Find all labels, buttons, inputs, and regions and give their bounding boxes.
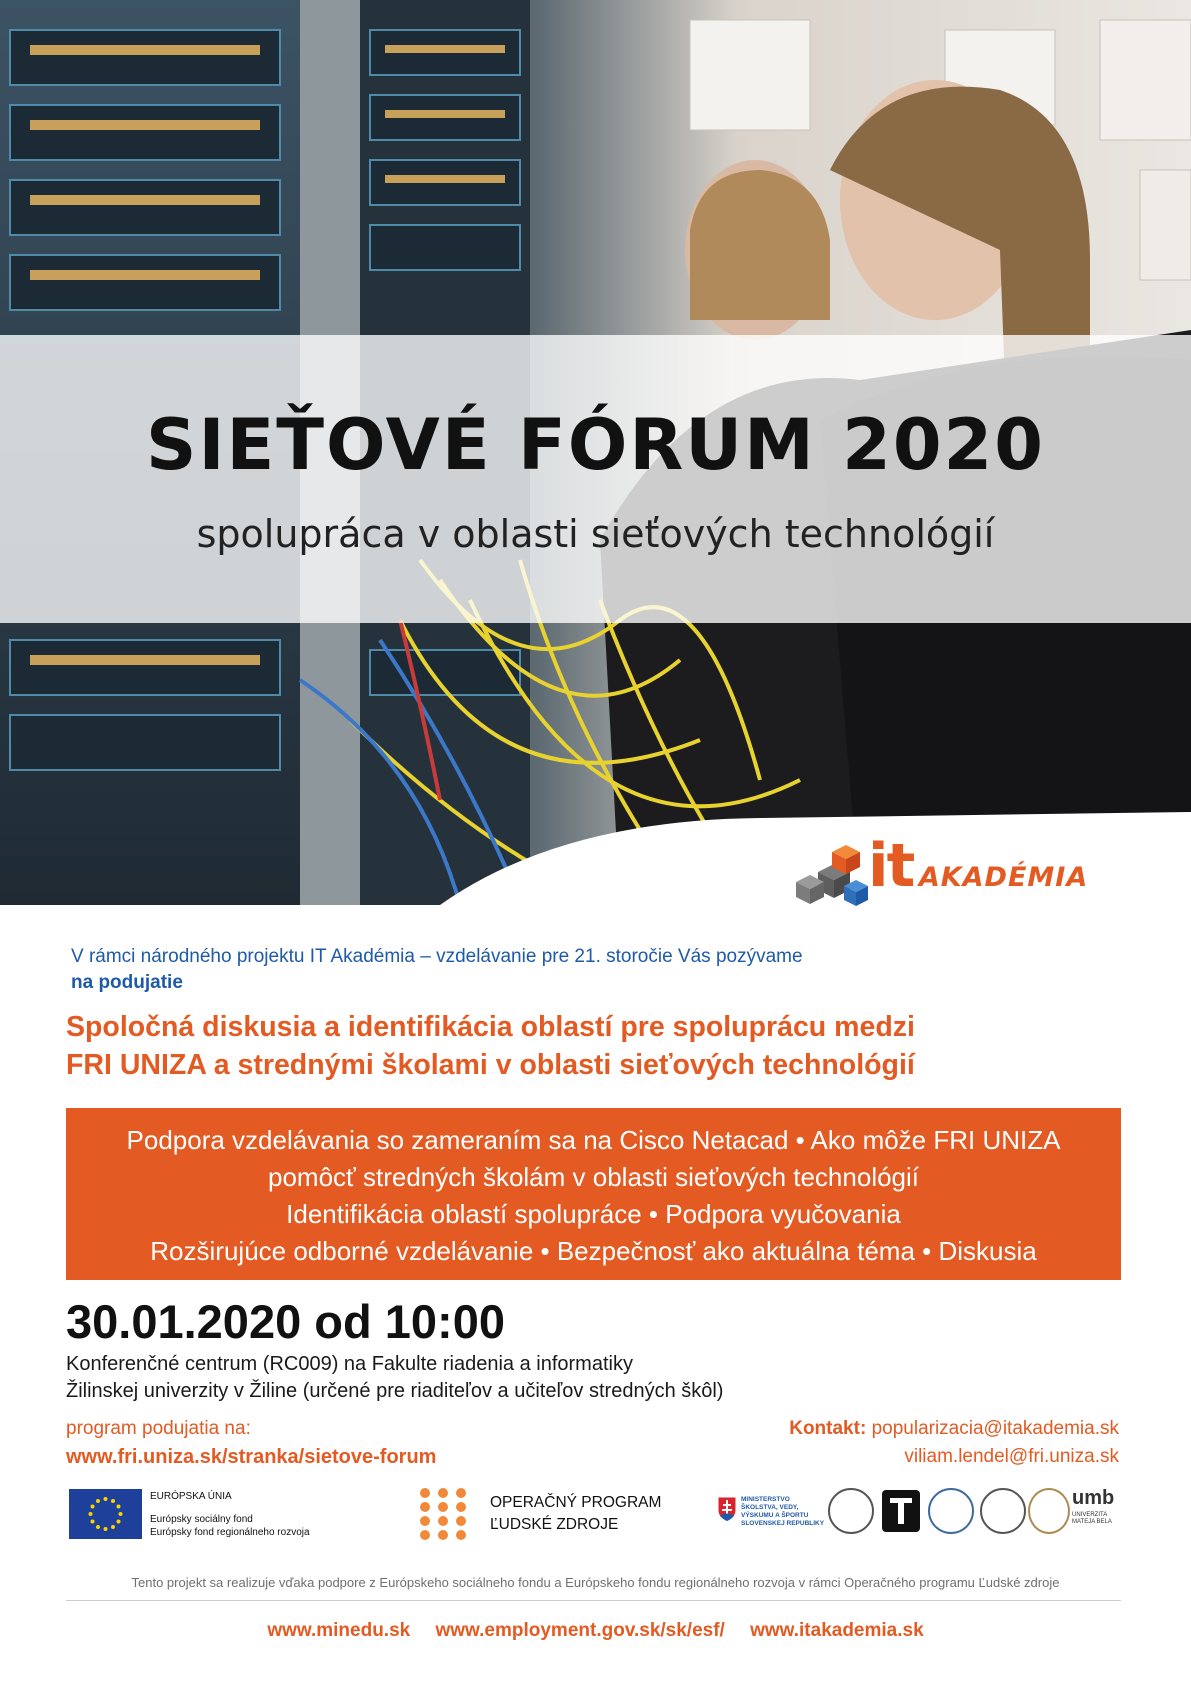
eu-title: EURÓPSKA ÚNIA: [150, 1491, 232, 1502]
ministry-line-2: ŠKOLSTVA, VEDY,: [741, 1504, 799, 1511]
ministry-line-1: MINISTERSTVO: [741, 1496, 790, 1503]
topic-line-1: Podpora vzdelávania so zameraním sa na Cisco Netacad • Ako môže FRI UNIZA: [126, 1125, 1061, 1155]
page-subtitle: spolupráca v oblasti sieťových technológií: [196, 512, 995, 556]
intro-line-1: V rámci národného projektu IT Akadémia – vzdelávanie pre 21. storočie Vás pozývame: [71, 946, 803, 967]
eu-flag-icon: [69, 1489, 142, 1539]
footer-link-employment[interactable]: www.employment.gov.sk/sk/esf/: [435, 1620, 725, 1641]
university-seal-2: [928, 1488, 974, 1534]
contact-email-1[interactable]: popularizacia@itakademia.sk: [871, 1418, 1119, 1439]
contact-label: Kontakt:: [789, 1418, 867, 1439]
eu-fund-2: Európsky fond regionálneho rozvoja: [150, 1527, 310, 1538]
university-seal-1: [828, 1488, 874, 1534]
topic-line-2: pomôcť stredných školám v oblasti sieťových technológií: [267, 1162, 920, 1192]
intro-text: [71, 944, 1131, 996]
university-logo-t: [882, 1490, 920, 1532]
event-date: 30.01.2020 od 10:00: [66, 1295, 505, 1348]
page-title: SIEŤOVÉ FÓRUM 2020: [146, 404, 1045, 486]
op-line-1: OPERAČNÝ PROGRAM: [490, 1494, 662, 1511]
eu-fund-1: Európsky sociálny fond: [150, 1514, 253, 1525]
logo-akademia-text: AKADÉMIA: [918, 862, 1089, 893]
topics-box: [66, 1108, 1121, 1280]
op-dots-icon: [418, 1486, 468, 1543]
program-link[interactable]: www.fri.uniza.sk/stranka/sietove-forum: [66, 1446, 437, 1468]
logo-it-text: it: [868, 831, 914, 901]
op-line-2: ĽUDSKÉ ZDROJE: [490, 1516, 619, 1533]
headline-line-1: Spoločná diskusia a identifikácia oblastí pre spoluprácu medzi: [66, 1011, 915, 1043]
topic-line-4: Rozširujúce odborné vzdelávanie • Bezpečnosť ako aktuálna téma • Diskusia: [150, 1236, 1037, 1266]
it-akademia-logo: [868, 831, 1089, 901]
footer-note: Tento projekt sa realizuje vďaka podpore z Európskeho sociálneho fondu a Európskeho fondu regionálneho rozvoja v rámci Operačného programu Ľudské zdroje: [131, 1575, 1060, 1590]
footer-links: [0, 1620, 1191, 1642]
program-label: program podujatia na:: [66, 1418, 251, 1439]
ministry-line-4: SLOVENSKEJ REPUBLIKY: [741, 1520, 825, 1527]
umb-logo: umb: [1072, 1487, 1115, 1509]
venue-line-1: Konferenčné centrum (RC009) na Fakulte riadenia a informatiky: [66, 1353, 633, 1375]
ministry-line-3: VÝSKUMU A ŠPORTU: [741, 1512, 809, 1519]
umb-small-2: MATEJA BELA: [1072, 1519, 1112, 1525]
footer-divider: [66, 1600, 1121, 1601]
slovak-emblem-icon: [717, 1496, 737, 1522]
university-seal-3: [980, 1488, 1026, 1534]
umb-small-1: UNIVERZITA: [1072, 1512, 1108, 1518]
footer-link-itakademia[interactable]: www.itakademia.sk: [750, 1620, 924, 1641]
headline: [66, 1008, 1146, 1084]
headline-line-2: FRI UNIZA a strednými školami v oblasti sieťových technológií: [66, 1049, 915, 1081]
university-seal-4: [1028, 1488, 1070, 1534]
footer-link-minedu[interactable]: www.minedu.sk: [267, 1620, 411, 1641]
contact-line-1: [789, 1418, 1119, 1440]
contact-email-2[interactable]: viliam.lendel@fri.uniza.sk: [904, 1446, 1119, 1467]
topic-line-3: Identifikácia oblastí spolupráce • Podpora vyučovania: [286, 1199, 901, 1229]
venue-line-2: Žilinskej univerzity v Žiline (určené pre riaditeľov a učiteľov stredných škôl): [66, 1380, 724, 1402]
intro-line-2: na podujatie: [71, 972, 183, 993]
